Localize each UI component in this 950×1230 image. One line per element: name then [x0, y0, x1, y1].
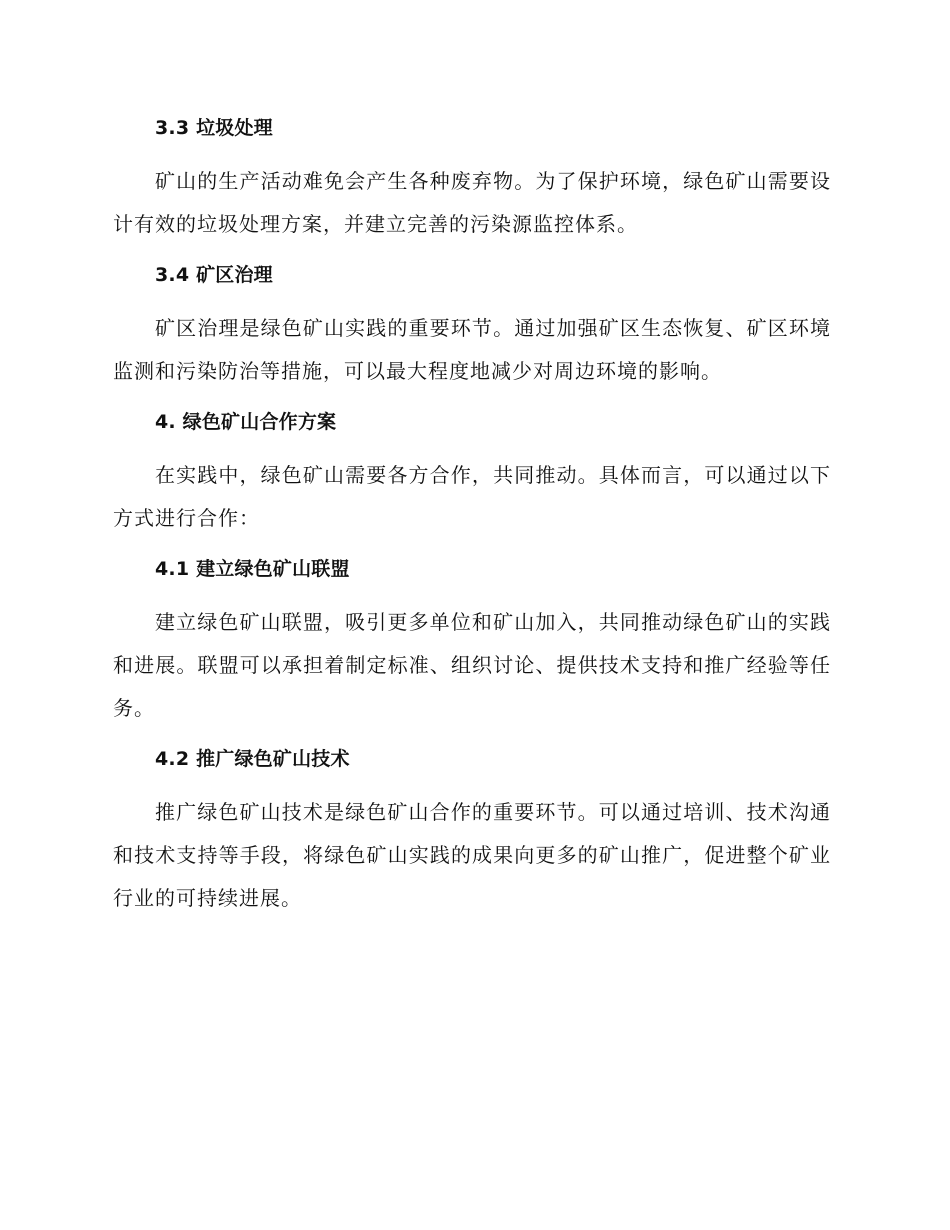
- section-paragraph-3-4: 矿区治理是绿色矿山实践的重要环节。通过加强矿区生态恢复、矿区环境监测和污染防治等措施，可以最大程度地减少对周边环境的影响。: [113, 316, 831, 383]
- section-paragraph-4-1: 建立绿色矿山联盟，吸引更多单位和矿山加入，共同推动绿色矿山的实践和进展。联盟可以承担着制定标准、组织讨论、提供技术支持和推广经验等任务。: [113, 610, 831, 720]
- section-heading-3-4: 3.4 矿区治理: [155, 264, 273, 286]
- section-paragraph-3-3: 矿山的生产活动难免会产生各种废弃物。为了保护环境，绿色矿山需要设计有效的垃圾处理方案，并建立完善的污染源监控体系。: [113, 169, 831, 236]
- section-paragraph-4: 在实践中，绿色矿山需要各方合作，共同推动。具体而言，可以通过以下方式进行合作：: [113, 463, 831, 530]
- document-body: [113, 108, 831, 920]
- section-heading-4-2: 4.2 推广绿色矿山技术: [155, 748, 350, 770]
- section-heading-4: 4. 绿色矿山合作方案: [155, 411, 337, 433]
- section-paragraph-4-2: 推广绿色矿山技术是绿色矿山合作的重要环节。可以通过培训、技术沟通和技术支持等手段，将绿色矿山实践的成果向更多的矿山推广，促进整个矿业行业的可持续进展。: [113, 800, 831, 910]
- section-heading-4-1: 4.1 建立绿色矿山联盟: [155, 558, 350, 580]
- section-heading-3-3: 3.3 垃圾处理: [155, 117, 273, 139]
